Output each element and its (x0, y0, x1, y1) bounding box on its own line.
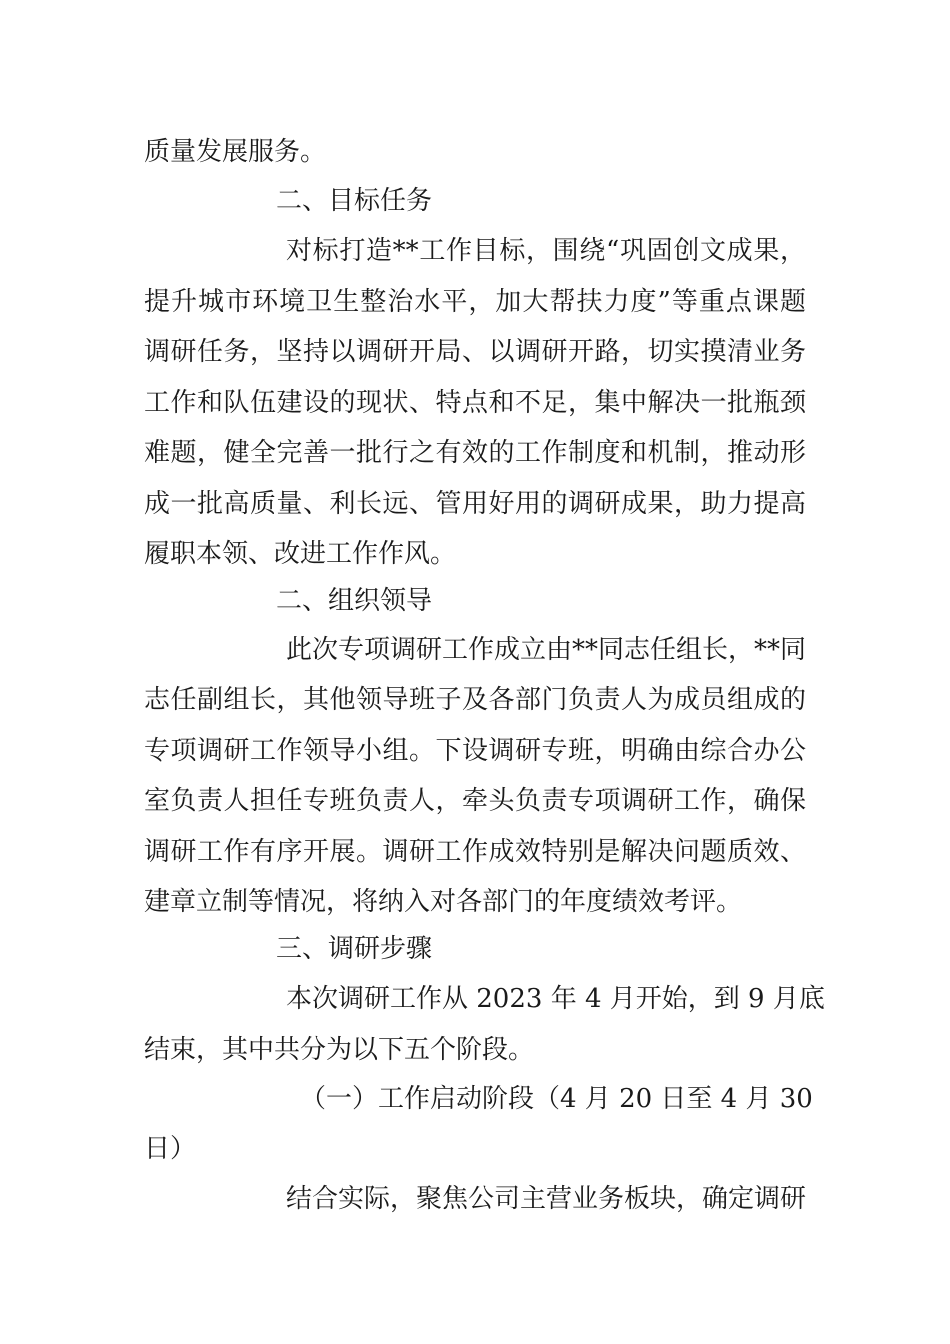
paragraph-line: 调研任务，坚持以调研开局、以调研开路，切实摸清业务 (144, 337, 806, 367)
paragraph-line: 调研工作有序开展。调研工作成效特别是解决问题质效、 (144, 837, 806, 867)
paragraph-line: 室负责人担任专班负责人，牵头负责专项调研工作，确保 (144, 786, 806, 816)
paragraph-line: 专项调研工作领导小组。下设调研专班，明确由综合办公 (144, 736, 806, 766)
paragraph-line: 难题，健全完善一批行之有效的工作制度和机制，推动形 (144, 438, 806, 468)
paragraph-line: 质量发展服务。 (144, 137, 327, 167)
subsection-heading-phase-1-cont: 日） (144, 1134, 197, 1164)
paragraph-line: 结合实际，聚焦公司主营业务板块，确定调研 (286, 1184, 807, 1214)
section-heading-steps: 三、调研步骤 (276, 934, 433, 964)
section-heading-goals: 二、目标任务 (276, 186, 433, 216)
paragraph-line: 工作和队伍建设的现状、特点和不足，集中解决一批瓶颈 (144, 388, 806, 418)
paragraph-line: 履职本领、改进工作作风。 (144, 539, 457, 569)
paragraph-line: 本次调研工作从 2023 年 4 月开始，到 9 月底 (286, 984, 825, 1014)
paragraph-line: 志任副组长，其他领导班子及各部门负责人为成员组成的 (144, 685, 806, 715)
section-heading-leadership: 二、组织领导 (276, 586, 433, 616)
paragraph-line: 成一批高质量、利长远、管用好用的调研成果，助力提高 (144, 489, 806, 519)
paragraph-line: 对标打造**工作目标，围绕“巩固创文成果， (286, 236, 806, 266)
paragraph-line: 此次专项调研工作成立由**同志任组长，**同 (286, 635, 807, 665)
subsection-heading-phase-1: （一）工作启动阶段（4 月 20 日至 4 月 30 (300, 1084, 813, 1114)
paragraph-line: 结束，其中共分为以下五个阶段。 (144, 1035, 535, 1065)
paragraph-line: 建章立制等情况，将纳入对各部门的年度绩效考评。 (144, 887, 743, 917)
paragraph-line: 提升城市环境卫生整治水平，加大帮扶力度”等重点课题 (144, 287, 806, 317)
